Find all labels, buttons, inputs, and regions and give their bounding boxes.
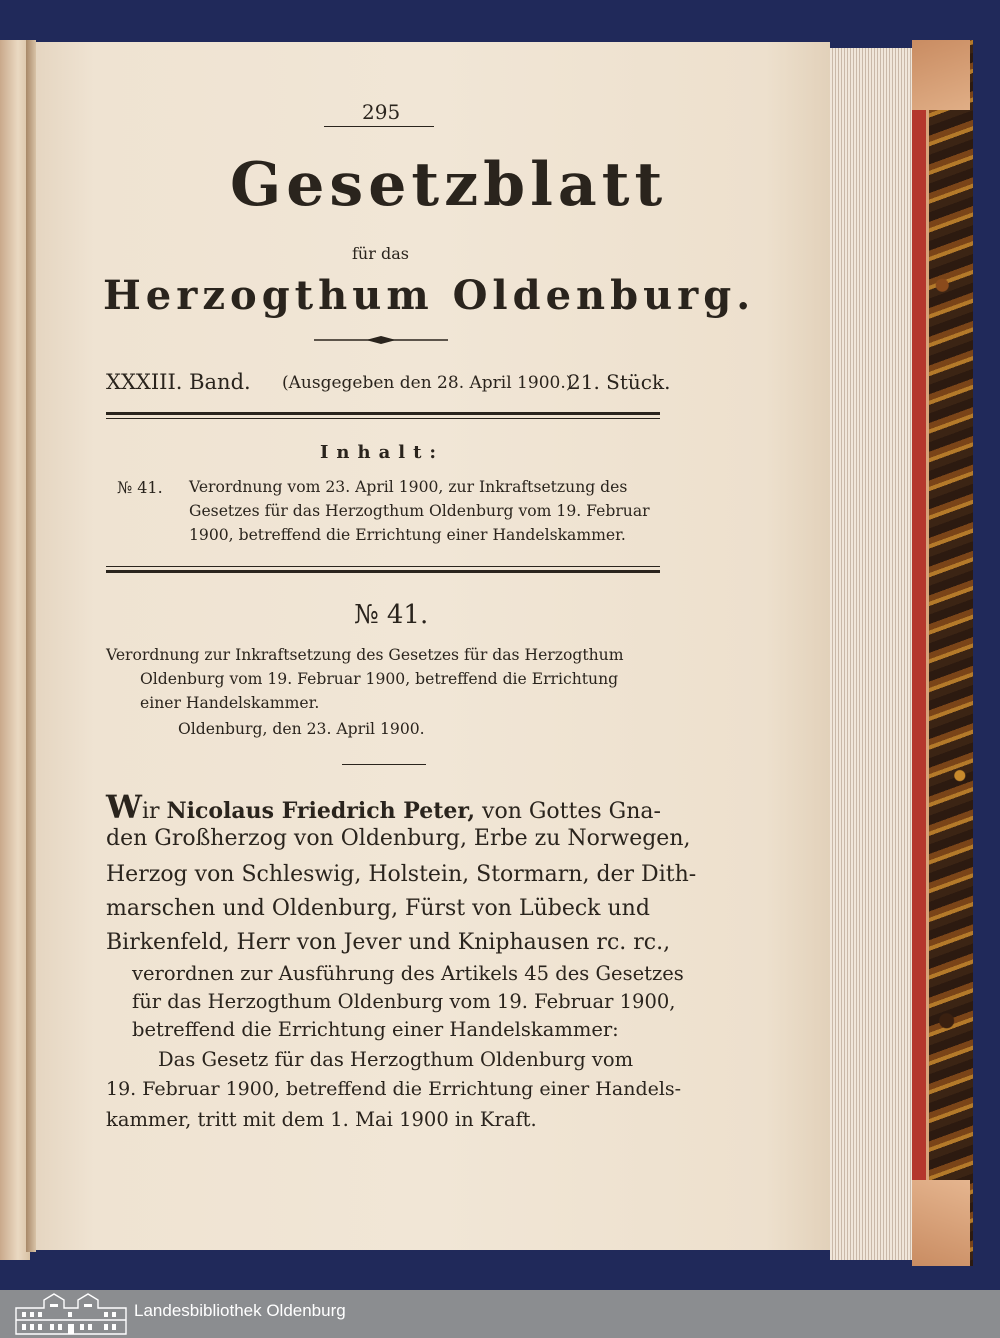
volume-label: XXXIII. Band. xyxy=(106,370,251,394)
ordinance-number: № 41. xyxy=(354,600,429,630)
header-double-rule-bottom xyxy=(106,418,660,419)
section-rule xyxy=(342,764,426,765)
contents-entry-line: 1900, betreffend die Errichtung einer Handelskammer. xyxy=(189,526,626,544)
decree-line: für das Herzogthum Oldenburg vom 19. Februar 1900, xyxy=(132,990,676,1013)
article-line: kammer, tritt mit dem 1. Mai 1900 in Kraft. xyxy=(106,1108,537,1131)
ornament-rule-icon xyxy=(314,335,448,345)
leather-corner-top xyxy=(912,40,970,110)
preamble-line: Herzog von Schleswig, Holstein, Stormarn, der Dith- xyxy=(106,862,697,887)
cover-edge xyxy=(912,48,926,1260)
ordinance-title-line: Verordnung zur Inkraftsetzung des Gesetzes für das Herzogthum xyxy=(106,646,624,664)
ordinance-dateline: Oldenburg, den 23. April 1900. xyxy=(178,720,425,738)
preamble-first-line xyxy=(106,788,661,826)
ordinance-title-line: einer Handelskammer. xyxy=(140,694,320,712)
issue-date: (Ausgegeben den 28. April 1900.) xyxy=(282,373,573,393)
ordinance-title-line: Oldenburg vom 19. Februar 1900, betreffend die Errichtung xyxy=(140,670,619,688)
leather-corner-bottom xyxy=(912,1180,970,1266)
preamble-initial: W xyxy=(106,788,142,826)
article-line: 19. Februar 1900, betreffend die Errichtung einer Handels- xyxy=(106,1078,682,1100)
preamble-line: Birkenfeld, Herr von Jever und Kniphausen rc. rc., xyxy=(106,930,671,955)
page-stack-edge xyxy=(830,48,916,1260)
decree-line: verordnen zur Ausführung des Artikels 45 des Gesetzes xyxy=(132,962,684,985)
contents-double-rule-bottom xyxy=(106,570,660,573)
contents-entry-number: № 41. xyxy=(117,478,163,497)
article-line: Das Gesetz für das Herzogthum Oldenburg vom xyxy=(158,1048,634,1071)
header-double-rule-top xyxy=(106,412,660,415)
contents-heading: Inhalt: xyxy=(320,442,445,463)
page-gutter xyxy=(26,40,36,1252)
issue-number: 21. Stück. xyxy=(568,370,671,394)
marbled-board xyxy=(926,40,973,1266)
sovereign-name: Nicolaus Friedrich Peter, xyxy=(166,798,476,824)
page-number-rule xyxy=(324,126,434,127)
library-building-icon xyxy=(14,1292,128,1336)
library-name[interactable]: Landesbibliothek Oldenburg xyxy=(134,1301,346,1320)
masthead-title: Gesetzblatt xyxy=(230,150,668,220)
preamble-line: marschen und Oldenburg, Fürst von Lübeck und xyxy=(106,896,650,921)
masthead-fuer-das: für das xyxy=(352,244,409,263)
masthead-state: Herzogthum Oldenburg. xyxy=(103,272,756,319)
contents-entry-line: Verordnung vom 23. April 1900, zur Inkraftsetzung des xyxy=(189,478,628,496)
contents-entry-line: Gesetzes für das Herzogthum Oldenburg vom 19. Februar xyxy=(189,502,650,520)
preamble-ir: ir xyxy=(141,799,160,824)
preamble-line: den Großherzog von Oldenburg, Erbe zu Norwegen, xyxy=(106,826,691,851)
preamble-first-rest: von Gottes Gna- xyxy=(482,799,661,824)
contents-double-rule-top xyxy=(106,566,660,567)
decree-line: betreffend die Errichtung einer Handelskammer: xyxy=(132,1018,619,1041)
page-number: 295 xyxy=(362,100,401,124)
